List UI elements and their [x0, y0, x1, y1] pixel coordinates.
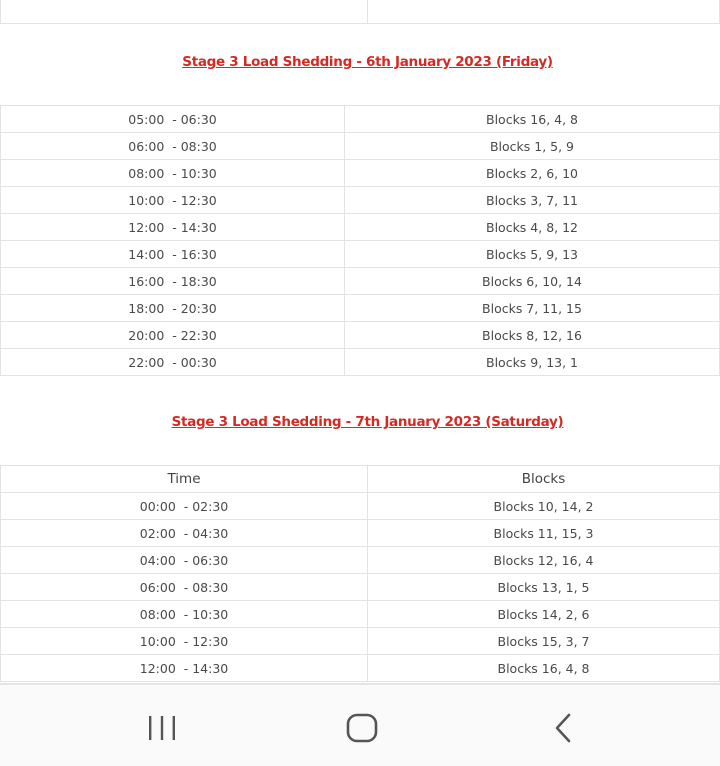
home-button[interactable]	[332, 705, 392, 751]
table-cell-blocks: Blocks 11, 15, 3	[368, 520, 720, 547]
table-cell-blocks: Blocks 2, 6, 10	[345, 160, 720, 187]
saturday-schedule-table	[0, 465, 720, 682]
table-row	[1, 0, 720, 24]
table-cell-blocks: Blocks 13, 1, 5	[368, 574, 720, 601]
table-cell-time: 10:00 - 12:30	[1, 628, 368, 655]
table-cell-time	[1, 0, 368, 24]
table-cell-time: 05:00 - 06:30	[1, 106, 345, 133]
table-cell-time: 06:00 - 08:30	[1, 574, 368, 601]
table-header-row	[1, 466, 720, 493]
table-cell-blocks: Blocks 7, 11, 15	[345, 295, 720, 322]
table-row	[1, 268, 720, 295]
table-row	[1, 547, 720, 574]
android-navigation-bar	[0, 683, 720, 766]
saturday-schedule-heading[interactable]: Stage 3 Load Shedding - 7th January 2023 (Saturday)	[171, 414, 564, 430]
table-row	[1, 601, 720, 628]
table-cell-blocks: Blocks 16, 4, 8	[368, 655, 720, 682]
table-row	[1, 160, 720, 187]
table-cell-blocks: Blocks 8, 12, 16	[345, 322, 720, 349]
table-cell-time: 12:00 - 14:30	[1, 214, 345, 241]
table-row	[1, 133, 720, 160]
back-button[interactable]	[534, 705, 594, 751]
table-cell-time: 10:00 - 12:30	[1, 187, 345, 214]
table-cell-time: 16:00 - 18:30	[1, 268, 345, 295]
table-cell-time: 20:00 - 22:30	[1, 322, 345, 349]
recents-icon	[147, 714, 177, 742]
table-cell-time: 00:00 - 02:30	[1, 493, 368, 520]
table-cell-blocks: Blocks 1, 5, 9	[345, 133, 720, 160]
table-cell-blocks: Blocks 14, 2, 6	[368, 601, 720, 628]
table-row	[1, 655, 720, 682]
table-cell-blocks: Blocks 16, 4, 8	[345, 106, 720, 133]
recents-button[interactable]	[132, 705, 192, 751]
table-row	[1, 349, 720, 376]
table-cell-blocks: Blocks 6, 10, 14	[345, 268, 720, 295]
table-row	[1, 628, 720, 655]
table-row	[1, 241, 720, 268]
friday-schedule-table	[0, 105, 720, 376]
home-icon	[345, 712, 379, 744]
table-cell-blocks: Blocks 9, 13, 1	[345, 349, 720, 376]
column-header-blocks: Blocks	[368, 466, 720, 493]
table-cell-time: 18:00 - 20:30	[1, 295, 345, 322]
table-cell-time: 02:00 - 04:30	[1, 520, 368, 547]
table-cell-blocks: Blocks 15, 3, 7	[368, 628, 720, 655]
table-cell-blocks: Blocks 10, 14, 2	[368, 493, 720, 520]
table-row	[1, 106, 720, 133]
table-cell-blocks	[368, 0, 720, 24]
table-row	[1, 520, 720, 547]
table-cell-blocks: Blocks 4, 8, 12	[345, 214, 720, 241]
friday-schedule-heading[interactable]: Stage 3 Load Shedding - 6th January 2023 (Friday)	[182, 54, 553, 70]
previous-schedule-table	[0, 0, 720, 24]
table-cell-time: 06:00 - 08:30	[1, 133, 345, 160]
table-cell-blocks: Blocks 12, 16, 4	[368, 547, 720, 574]
table-row	[1, 295, 720, 322]
table-row	[1, 214, 720, 241]
table-cell-time: 22:00 - 00:30	[1, 349, 345, 376]
column-header-time: Time	[1, 466, 368, 493]
table-cell-time: 08:00 - 10:30	[1, 601, 368, 628]
table-cell-time: 14:00 - 16:30	[1, 241, 345, 268]
table-row	[1, 187, 720, 214]
table-cell-time: 08:00 - 10:30	[1, 160, 345, 187]
table-cell-blocks: Blocks 5, 9, 13	[345, 241, 720, 268]
table-cell-time: 12:00 - 14:30	[1, 655, 368, 682]
back-icon	[552, 712, 576, 744]
table-cell-blocks: Blocks 3, 7, 11	[345, 187, 720, 214]
table-row	[1, 574, 720, 601]
table-row	[1, 493, 720, 520]
table-cell-time: 04:00 - 06:30	[1, 547, 368, 574]
table-row	[1, 322, 720, 349]
